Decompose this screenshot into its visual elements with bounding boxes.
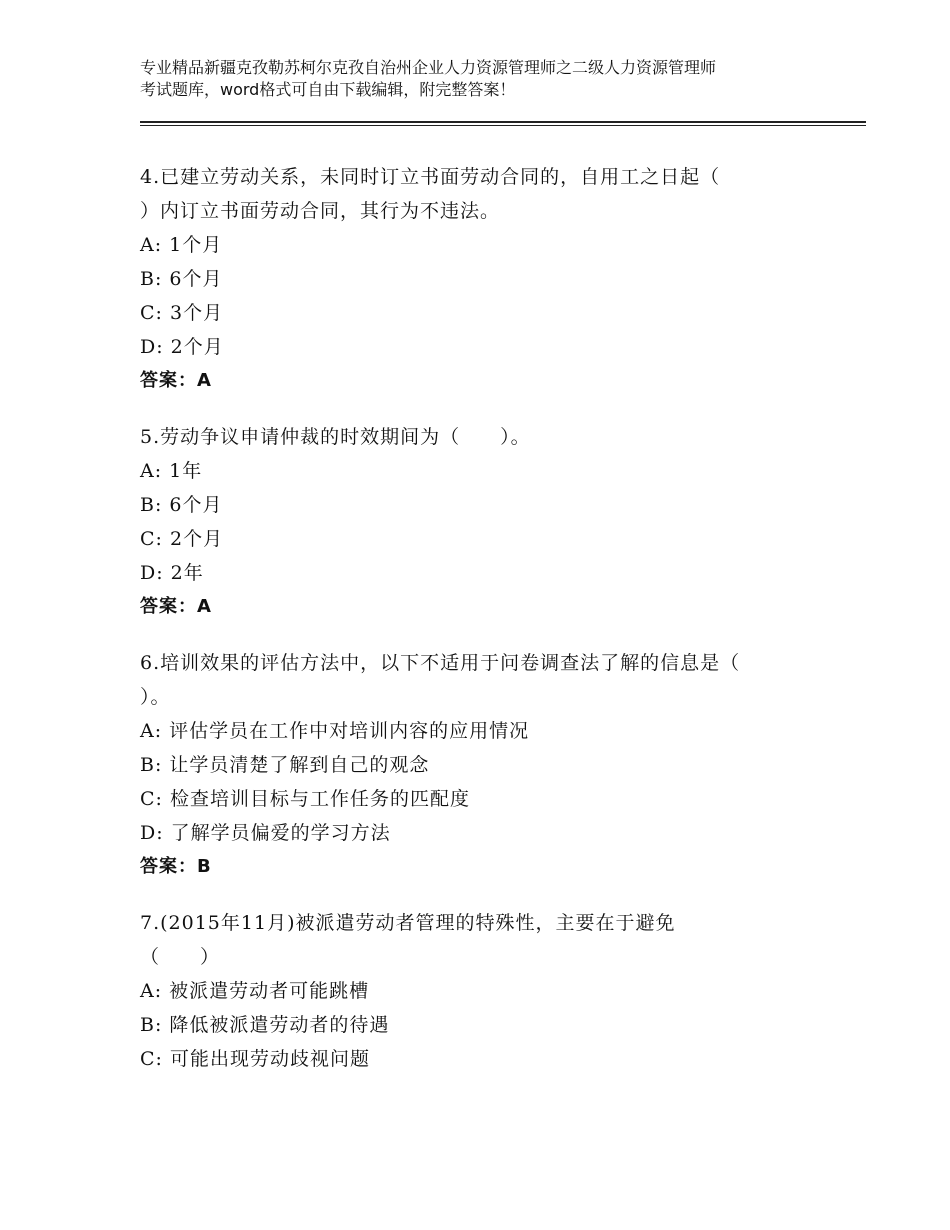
option-c: C: 检查培训目标与工作任务的匹配度 [140,788,470,810]
question-stem: 5.劳动争议申请仲裁的时效期间为（ ）。 [140,426,531,448]
option-b: B: 6个月 [140,494,223,516]
question-stem-continued: （ ） [140,946,221,968]
option-d: D: 2个月 [140,336,224,358]
header-divider-thick [140,121,866,123]
answer: 答案：A [140,370,212,391]
header-title-line-2: 考试题库，word格式可自由下载编辑，附完整答案！ [140,80,516,99]
question-list [140,160,840,1098]
answer: 答案：A [140,596,212,617]
question-5 [140,420,840,624]
question-stem: 6.培训效果的评估方法中，以下不适用于问卷调查法了解的信息是（ [140,652,741,674]
option-c: C: 3个月 [140,302,224,324]
header-title-line-1: 专业精品新疆克孜勒苏柯尔克孜自治州企业人力资源管理师之二级人力资源管理师 [140,58,717,77]
option-b: B: 6个月 [140,268,223,290]
question-stem: 4.已建立劳动关系，未同时订立书面劳动合同的，自用工之日起（ [140,166,721,188]
document-header [140,57,830,101]
question-4 [140,160,840,398]
question-6 [140,646,840,884]
option-a: A: 1年 [140,460,203,482]
option-a: A: 被派遣劳动者可能跳槽 [140,980,370,1002]
option-a: A: 1个月 [140,234,223,256]
question-stem: 7.(2015年11月)被派遣劳动者管理的特殊性，主要在于避免 [140,912,676,934]
option-d: D: 2年 [140,562,204,584]
option-c: C: 2个月 [140,528,224,550]
option-b: B: 让学员清楚了解到自己的观念 [140,754,430,776]
question-stem-continued: ）内订立书面劳动合同，其行为不违法。 [140,200,501,222]
option-b: B: 降低被派遣劳动者的待遇 [140,1014,390,1036]
option-a: A: 评估学员在工作中对培训内容的应用情况 [140,720,530,742]
question-stem-continued: ）。 [140,686,171,708]
option-d: D: 了解学员偏爱的学习方法 [140,822,391,844]
answer: 答案：B [140,856,212,877]
header-divider-thin [140,125,866,126]
option-c: C: 可能出现劳动歧视问题 [140,1048,370,1070]
question-7 [140,906,840,1076]
